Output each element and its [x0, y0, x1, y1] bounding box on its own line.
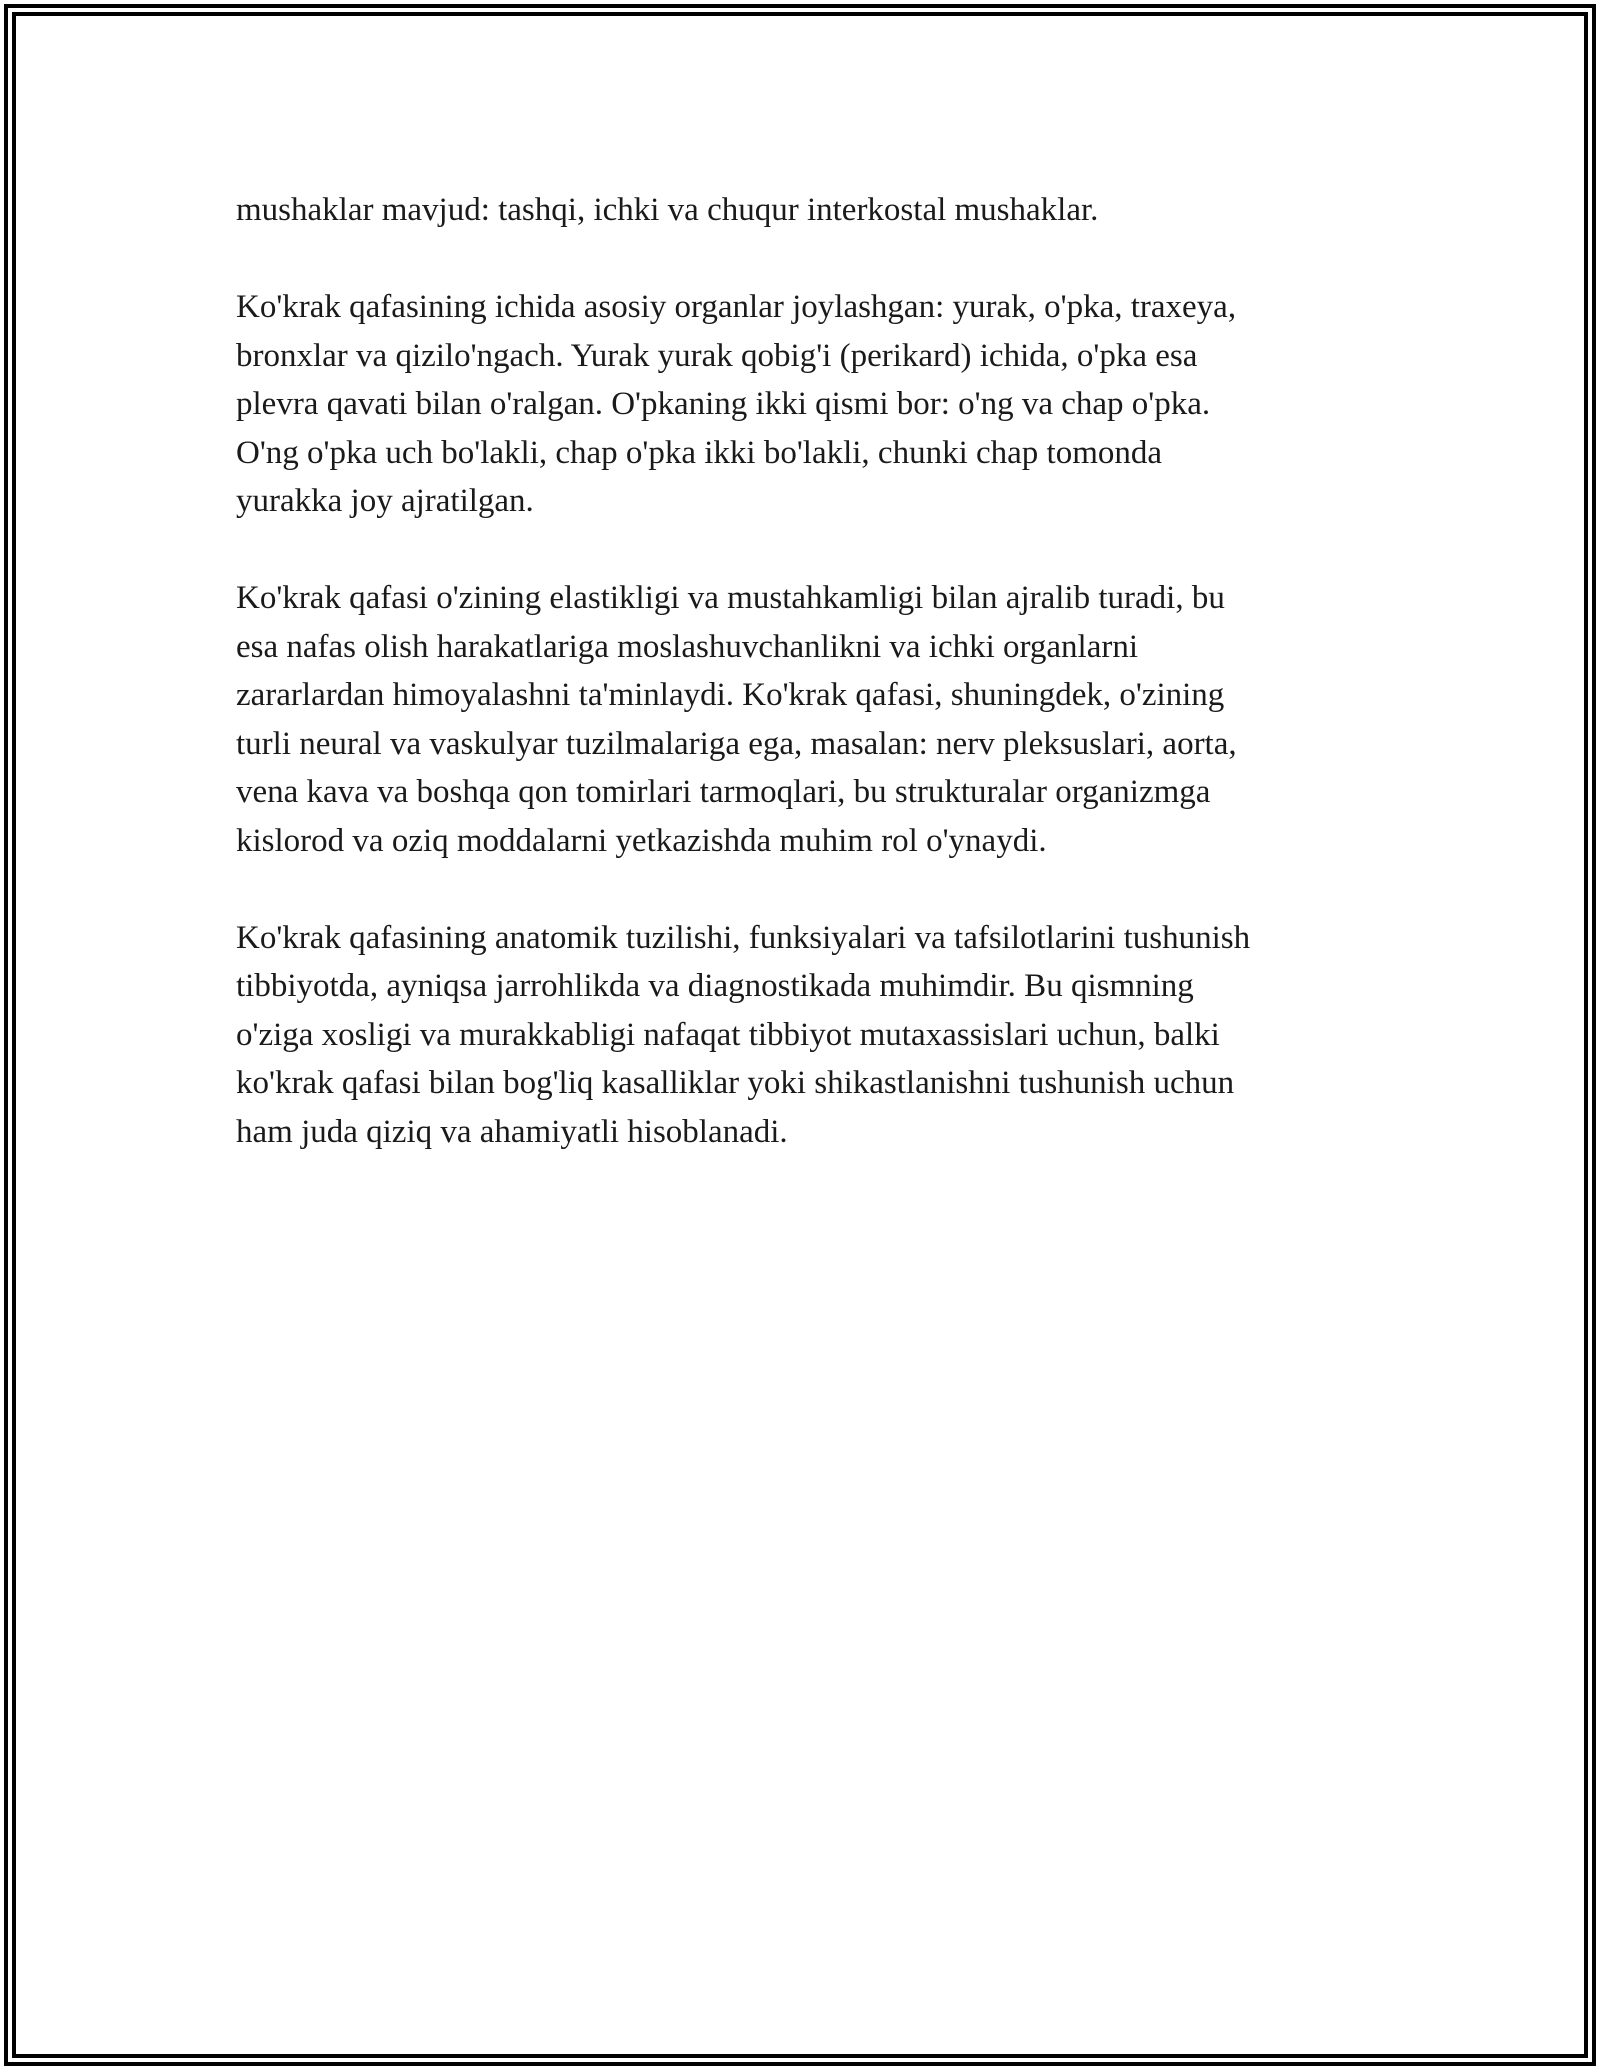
text-line: Ko'krak qafasi o'zining elastikligi va mustahkamligi bilan ajralib turadi, bu [236, 580, 1225, 616]
paragraph-4 [236, 914, 1396, 1157]
text-line: Ko'krak qafasining ichida asosiy organlar joylashgan: yurak, o'pka, traxeya, [236, 289, 1237, 325]
text-line: tibbiyotda, ayniqsa jarrohlikda va diagnostikada muhimdir. Bu qismning [236, 968, 1194, 1004]
text-line: turli neural va vaskulyar tuzilmalariga ega, masalan: nerv pleksuslari, aorta, [236, 725, 1237, 762]
text-line: plevra qavati bilan o'ralgan. O'pkaning ikki qismi bor: o'ng va chap o'pka. [236, 386, 1211, 422]
text-line: kislorod va oziq moddalarni yetkazishda muhim rol o'ynaydi. [236, 822, 1047, 859]
text-line: ko'krak qafasi bilan bog'liq kasalliklar yoki shikastlanishni tushunish uchun [236, 1065, 1235, 1101]
text-line: bronxlar va qizilo'ngach. Yurak yurak qobig'i (perikard) ichida, o'pka esa [236, 337, 1198, 374]
paragraph-1 [236, 186, 1396, 235]
text-line: O'ng o'pka uch bo'lakli, chap o'pka ikki bo'lakli, chunki chap tomonda [236, 434, 1163, 471]
text-line: mushaklar mavjud: tashqi, ichki va chuqur interkostal mushaklar. [236, 192, 1099, 228]
text-line: yurakka joy ajratilgan. [236, 483, 534, 519]
text-line: ham juda qiziq va ahamiyatli hisoblanadi. [236, 1113, 788, 1150]
text-line: zararlardan himoyalashni ta'minlaydi. Ko'krak qafasi, shuningdek, o'zining [236, 677, 1225, 713]
document-body [236, 186, 1396, 1205]
text-line: esa nafas olish harakatlariga moslashuvchanlikni va ichki organlarni [236, 628, 1139, 665]
paragraph-3 [236, 574, 1396, 865]
paragraph-2 [236, 283, 1396, 526]
text-line: vena kava va boshqa qon tomirlari tarmoqlari, bu strukturalar organizmga [236, 774, 1211, 810]
text-line: o'ziga xosligi va murakkabligi nafaqat tibbiyot mutaxassislari uchun, balki [236, 1016, 1220, 1053]
text-line: Ko'krak qafasining anatomik tuzilishi, funksiyalari va tafsilotlarini tushunish [236, 919, 1251, 956]
